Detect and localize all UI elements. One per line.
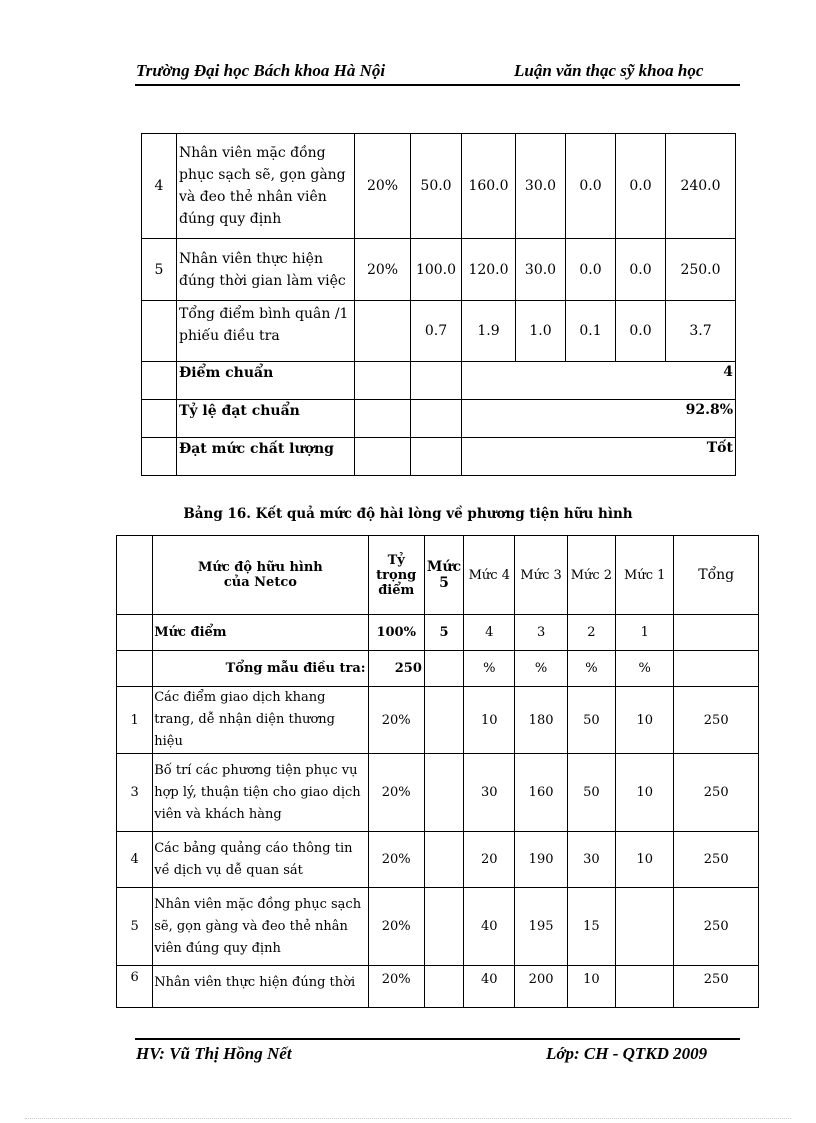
header-school: Trường Đại học Bách khoa Hà Nội bbox=[136, 61, 386, 80]
row-number: 5 bbox=[117, 888, 153, 966]
score-cell: 30.0 bbox=[516, 239, 566, 301]
m3-cell: 180 bbox=[515, 687, 567, 754]
header-row bbox=[117, 536, 759, 615]
score-cell: 0.1 bbox=[566, 301, 616, 362]
m4-cell: 40 bbox=[464, 966, 515, 1008]
table-caption: Bảng 16. Kết quả mức độ hài lòng về phương tiện hữu hình bbox=[183, 506, 633, 522]
m4-cell: 10 bbox=[464, 687, 515, 754]
col-header-weight: Tỷ trọng điểm bbox=[368, 536, 424, 615]
summary-value: 4 bbox=[462, 362, 736, 400]
criterion-label: Nhân viên mặc đồng phục sạch sẽ, gọn gàng và đeo thẻ nhân viên đúng quy định bbox=[153, 888, 368, 966]
footer-class: Lớp: CH - QTKD 2009 bbox=[546, 1044, 708, 1063]
empty-cell bbox=[424, 651, 463, 687]
m2-cell: 50 bbox=[567, 754, 615, 832]
score-level-m3: 3 bbox=[515, 615, 567, 651]
m3-cell: 195 bbox=[515, 888, 567, 966]
m4-cell: 40 bbox=[464, 888, 515, 966]
score-cell: 0.7 bbox=[411, 301, 462, 362]
header-rule bbox=[135, 84, 740, 86]
weight-cell bbox=[355, 301, 411, 362]
m5-cell bbox=[424, 687, 463, 754]
weight-cell: 20% bbox=[355, 239, 411, 301]
score-cell: 1.9 bbox=[462, 301, 516, 362]
total-cell: 250.0 bbox=[666, 239, 736, 301]
m5-cell bbox=[424, 888, 463, 966]
table-row bbox=[117, 687, 759, 754]
score-cell: 120.0 bbox=[462, 239, 516, 301]
m1-cell bbox=[616, 888, 674, 966]
row-number bbox=[142, 301, 177, 362]
col-header-m4: Mức 4 bbox=[464, 536, 515, 615]
table-row bbox=[117, 754, 759, 832]
table-row bbox=[117, 966, 759, 1008]
table-row bbox=[117, 888, 759, 966]
m1-cell: 10 bbox=[616, 832, 674, 888]
m2-cell: 50 bbox=[567, 687, 615, 754]
score-cell: 30.0 bbox=[516, 134, 566, 239]
score-level-m5: 5 bbox=[424, 615, 463, 651]
summary-value: 92.8% bbox=[462, 400, 736, 438]
empty-cell bbox=[117, 615, 153, 651]
row-number: 1 bbox=[117, 687, 153, 754]
summary-label: Điểm chuẩn bbox=[177, 362, 355, 400]
col-header-m3: Mức 3 bbox=[515, 536, 567, 615]
score-cell: 100.0 bbox=[411, 239, 462, 301]
score-cell: 0.0 bbox=[616, 239, 666, 301]
row-number: 4 bbox=[117, 832, 153, 888]
row-number: 3 bbox=[117, 754, 153, 832]
m3-cell: 160 bbox=[515, 754, 567, 832]
row-number: 4 bbox=[142, 134, 177, 239]
score-cell: 0.0 bbox=[616, 301, 666, 362]
m2-cell: 30 bbox=[567, 832, 615, 888]
total-cell: 250 bbox=[674, 687, 759, 754]
score-cell: 0.0 bbox=[566, 134, 616, 239]
sample-count: 250 bbox=[368, 651, 424, 687]
weight-cell: 20% bbox=[368, 687, 424, 754]
weight-cell: 20% bbox=[368, 966, 424, 1008]
col-header-m5: Mức 5 bbox=[424, 536, 463, 615]
header-thesis: Luận văn thạc sỹ khoa học bbox=[514, 61, 704, 80]
summary-row bbox=[142, 400, 736, 438]
score-cell: 0.0 bbox=[566, 239, 616, 301]
criterion-label: Tổng điểm bình quân /1 phiếu điều tra bbox=[177, 301, 355, 362]
empty-cell bbox=[142, 438, 177, 476]
score-level-row bbox=[117, 615, 759, 651]
empty-cell bbox=[142, 400, 177, 438]
score-level-m4: 4 bbox=[464, 615, 515, 651]
empty-cell bbox=[411, 438, 462, 476]
m5-cell bbox=[424, 832, 463, 888]
percent-sign: % bbox=[616, 651, 674, 687]
weight-cell: 20% bbox=[368, 832, 424, 888]
table-row bbox=[142, 239, 736, 301]
criterion-label: Các điểm giao dịch khang trang, dễ nhận diện thương hiệu bbox=[153, 687, 368, 754]
summary-label: Tỷ lệ đạt chuẩn bbox=[177, 400, 355, 438]
weight-cell: 20% bbox=[368, 754, 424, 832]
summary-row bbox=[142, 362, 736, 400]
score-cell: 160.0 bbox=[462, 134, 516, 239]
criterion-label: Nhân viên mặc đồng phục sạch sẽ, gọn gàng và đeo thẻ nhân viên đúng quy định bbox=[177, 134, 355, 239]
total-cell: 3.7 bbox=[666, 301, 736, 362]
tangibles-satisfaction-table bbox=[116, 535, 759, 1008]
sample-row bbox=[117, 651, 759, 687]
summary-value: Tốt bbox=[462, 438, 736, 476]
table-row bbox=[117, 832, 759, 888]
sample-label: Tổng mẫu điều tra: bbox=[153, 651, 368, 687]
footer-student: HV: Vũ Thị Hồng Nết bbox=[136, 1044, 292, 1063]
continued-quality-table bbox=[141, 133, 736, 476]
empty-cell bbox=[117, 536, 153, 615]
empty-cell bbox=[674, 651, 759, 687]
empty-cell bbox=[355, 362, 411, 400]
score-cell: 50.0 bbox=[411, 134, 462, 239]
m1-cell bbox=[616, 966, 674, 1008]
row-number: 5 bbox=[142, 239, 177, 301]
score-cell: 1.0 bbox=[516, 301, 566, 362]
summary-label: Đạt mức chất lượng bbox=[177, 438, 355, 476]
score-level-m2: 2 bbox=[567, 615, 615, 651]
percent-sign: % bbox=[567, 651, 615, 687]
m2-cell: 10 bbox=[567, 966, 615, 1008]
summary-row bbox=[142, 438, 736, 476]
weight-cell: 20% bbox=[355, 134, 411, 239]
total-cell: 250 bbox=[674, 966, 759, 1008]
m4-cell: 30 bbox=[464, 754, 515, 832]
empty-cell bbox=[355, 438, 411, 476]
percent-sign: % bbox=[515, 651, 567, 687]
empty-cell bbox=[674, 615, 759, 651]
weight-cell: 20% bbox=[368, 888, 424, 966]
score-level-m1: 1 bbox=[616, 615, 674, 651]
col-header-total: Tổng bbox=[674, 536, 759, 615]
empty-cell bbox=[411, 362, 462, 400]
criterion-label: Nhân viên thực hiện đúng thời bbox=[153, 966, 368, 1008]
criterion-label: Các bảng quảng cáo thông tin về dịch vụ dễ quan sát bbox=[153, 832, 368, 888]
row-number: 6 bbox=[117, 966, 153, 1008]
table-row bbox=[142, 134, 736, 239]
m1-cell: 10 bbox=[616, 754, 674, 832]
percent-sign: % bbox=[464, 651, 515, 687]
total-cell: 240.0 bbox=[666, 134, 736, 239]
m3-cell: 200 bbox=[515, 966, 567, 1008]
total-cell: 250 bbox=[674, 888, 759, 966]
empty-cell bbox=[142, 362, 177, 400]
total-cell: 250 bbox=[674, 832, 759, 888]
total-cell: 250 bbox=[674, 754, 759, 832]
m1-cell: 10 bbox=[616, 687, 674, 754]
score-cell: 0.0 bbox=[616, 134, 666, 239]
criterion-label: Nhân viên thực hiện đúng thời gian làm việc bbox=[177, 239, 355, 301]
m5-cell bbox=[424, 754, 463, 832]
score-level-label: Mức điểm bbox=[153, 615, 368, 651]
col-header-m2: Mức 2 bbox=[567, 536, 615, 615]
footer-rule bbox=[135, 1038, 740, 1040]
col-header-m1: Mức 1 bbox=[616, 536, 674, 615]
table-row bbox=[142, 301, 736, 362]
empty-cell bbox=[355, 400, 411, 438]
empty-cell bbox=[411, 400, 462, 438]
empty-cell bbox=[117, 651, 153, 687]
score-level-weight: 100% bbox=[368, 615, 424, 651]
col-header-title: Mức độ hữu hình của Netco bbox=[153, 536, 368, 615]
m3-cell: 190 bbox=[515, 832, 567, 888]
page-edge-dots bbox=[25, 1118, 791, 1119]
m2-cell: 15 bbox=[567, 888, 615, 966]
criterion-label: Bố trí các phương tiện phục vụ hợp lý, thuận tiện cho giao dịch viên và khách hàng bbox=[153, 754, 368, 832]
m5-cell bbox=[424, 966, 463, 1008]
m4-cell: 20 bbox=[464, 832, 515, 888]
